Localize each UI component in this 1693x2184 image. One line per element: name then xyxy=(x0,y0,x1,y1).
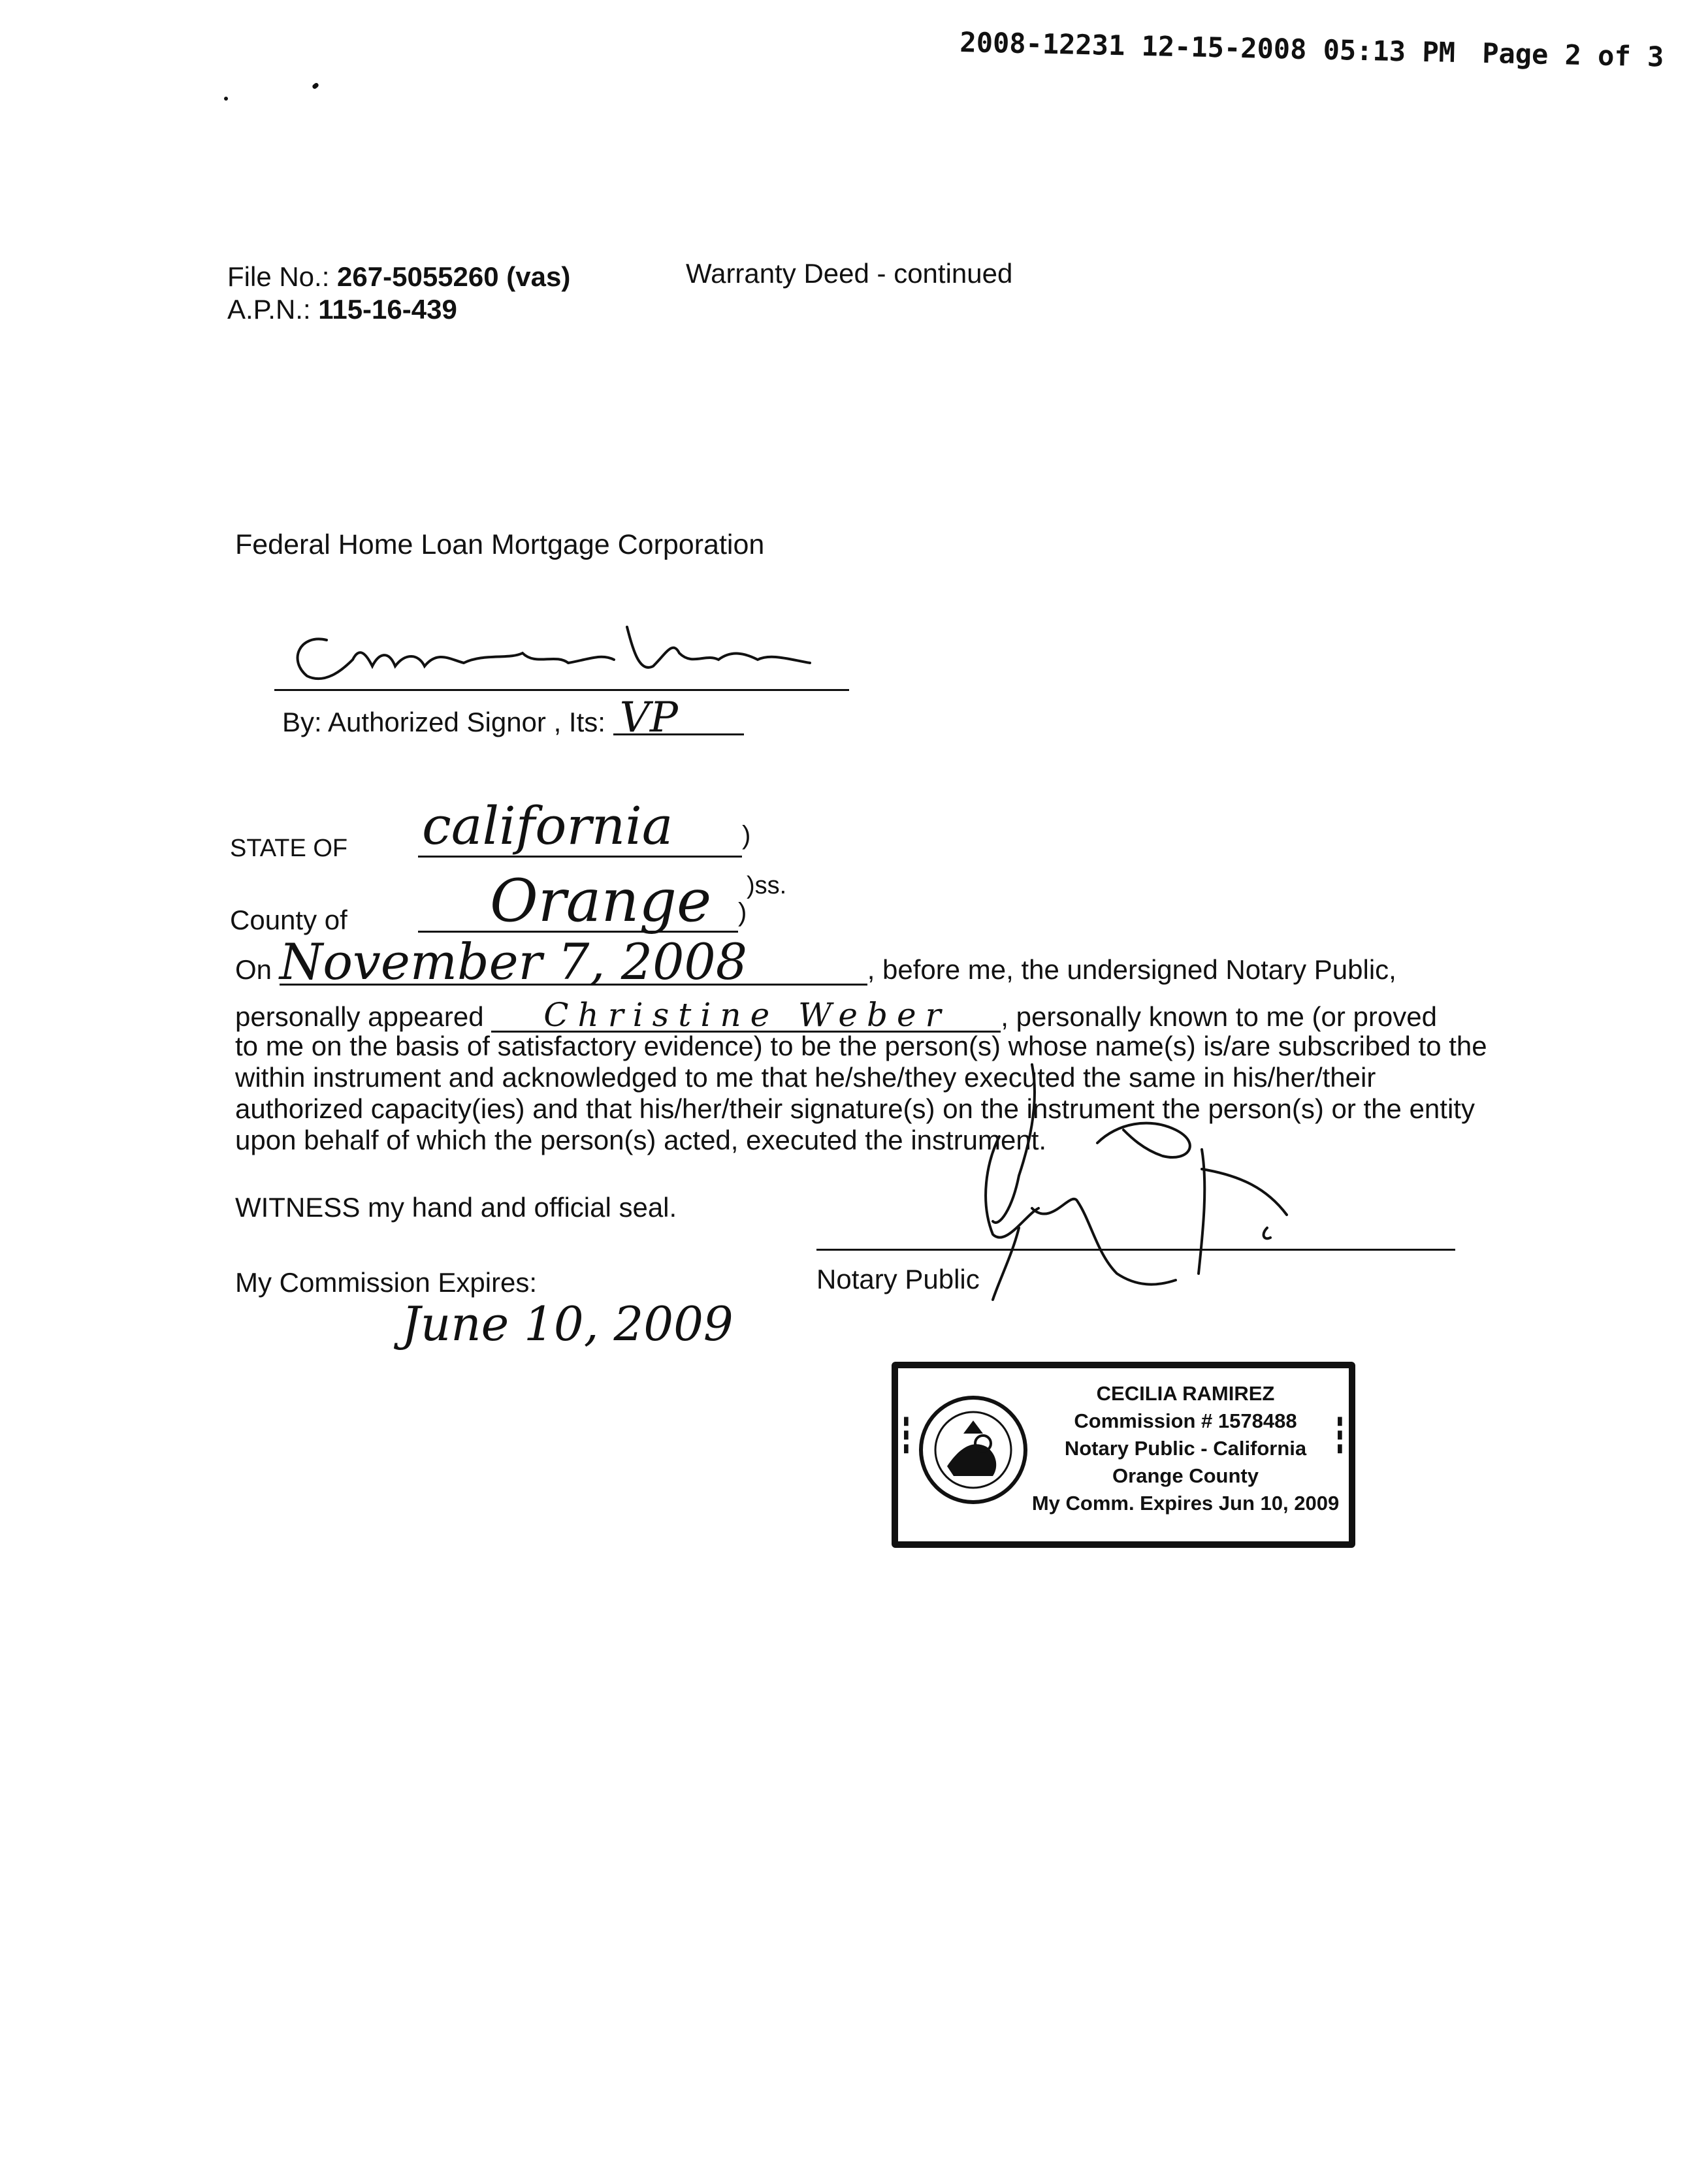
recording-time: 05:13 PM xyxy=(1323,33,1456,69)
california-state-seal-icon xyxy=(914,1381,1032,1518)
document-title: Warranty Deed - continued xyxy=(686,258,1013,289)
county-line xyxy=(418,867,747,935)
county-label: County of xyxy=(230,905,347,935)
ack-line-4: within instrument and acknowledged to me that he/she/they executed the same in his/her/their xyxy=(235,1062,1376,1093)
before-me-text: , before me, the undersigned Notary Public, xyxy=(867,954,1396,985)
by-line xyxy=(282,694,744,742)
file-number: 267-5055260 (vas) xyxy=(337,261,571,292)
title-handwritten: VP xyxy=(613,702,744,735)
recording-number: 2008-12231 xyxy=(959,26,1125,62)
ss-mark: )ss. xyxy=(747,872,787,899)
appeared-label: personally appeared xyxy=(235,1001,484,1032)
seal-side-mark-right: ▮▮▮ xyxy=(1334,1414,1347,1455)
state-label: STATE OF xyxy=(230,835,348,862)
seal-county: Orange County xyxy=(1112,1464,1259,1487)
ack-line-2 xyxy=(235,996,1437,1034)
commission-expiry-handwritten: June 10, 2009 xyxy=(402,1296,734,1351)
apn-number: 115-16-439 xyxy=(318,294,457,325)
seal-expires: My Comm. Expires Jun 10, 2009 xyxy=(1031,1492,1340,1515)
seal-side-mark-left: ▮▮▮ xyxy=(900,1414,913,1455)
ack-line-1 xyxy=(235,933,1396,991)
stray-mark xyxy=(312,82,319,90)
by-label: By: Authorized Signor , Its: xyxy=(282,707,605,737)
notary-signature-line xyxy=(816,1249,1455,1251)
county-paren: ) xyxy=(738,898,747,927)
recording-date: 12-15-2008 xyxy=(1141,29,1307,66)
signature-line xyxy=(274,689,849,691)
file-number-line xyxy=(227,261,570,293)
seal-text-block xyxy=(1029,1380,1342,1517)
ack-date: November 7, 2008 xyxy=(280,940,867,986)
notary-label: Notary Public xyxy=(816,1264,980,1294)
seal-notary-name: CECILIA RAMIREZ xyxy=(1096,1382,1275,1405)
county-value: Orange xyxy=(418,872,738,933)
stray-mark xyxy=(224,97,228,101)
witness-text: WITNESS my hand and official seal. xyxy=(235,1192,677,1223)
commission-label: My Commission Expires: xyxy=(235,1267,538,1298)
ack-line-3: to me on the basis of satisfactory evidence) to be the person(s) whose name(s) is/are subscribed to the xyxy=(235,1031,1487,1061)
apn-label: A.P.N.: xyxy=(227,294,311,325)
grantor-signature xyxy=(274,614,862,699)
state-value: california xyxy=(418,797,742,858)
grantor-entity: Federal Home Loan Mortgage Corporation xyxy=(235,529,765,560)
seal-commission: Commission # 1578488 xyxy=(1074,1409,1297,1432)
page-indicator: Page 2 of 3 xyxy=(1481,37,1664,73)
ack-line-6: upon behalf of which the person(s) acted, executed the instrument. xyxy=(235,1125,1047,1155)
recording-stamp xyxy=(959,26,1664,73)
state-line xyxy=(418,797,750,858)
on-label: On xyxy=(235,954,272,985)
notary-seal xyxy=(892,1362,1355,1548)
appeared-name: Christine Weber xyxy=(491,999,1001,1033)
apn-line xyxy=(227,294,457,325)
known-text: , personally known to me (or proved xyxy=(1001,1001,1437,1032)
ack-line-5: authorized capacity(ies) and that his/her/their signature(s) on the instrument the person(s) or the entity xyxy=(235,1093,1475,1124)
state-paren: ) xyxy=(742,821,751,850)
file-label: File No.: xyxy=(227,261,330,292)
seal-title: Notary Public - California xyxy=(1064,1437,1307,1460)
